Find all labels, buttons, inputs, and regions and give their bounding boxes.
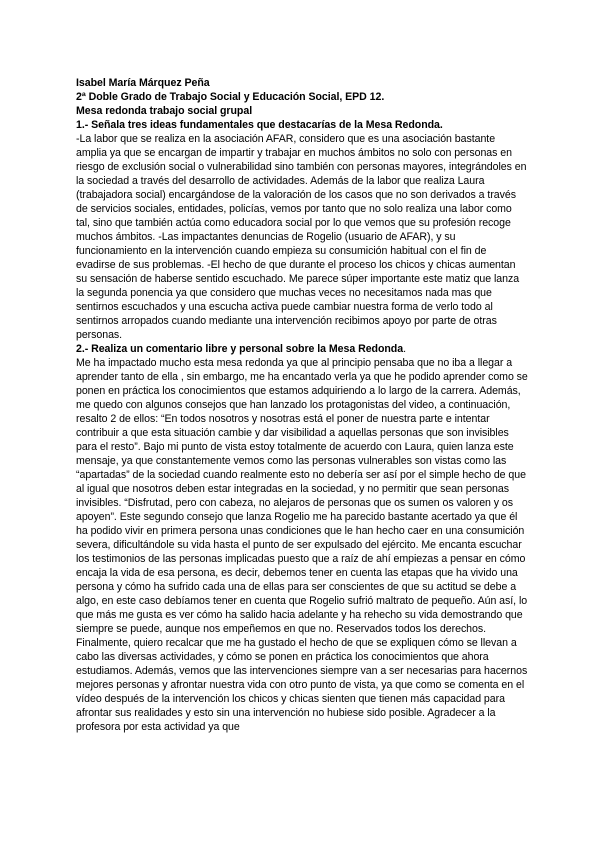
section2-heading: 2.- Realiza un comentario libre y personal sobre la Mesa Redonda bbox=[76, 343, 404, 355]
section2-body: Me ha impactado mucho esta mesa redonda ya que al principio pensaba que no iba a llegar a aprender tanto de ella , sin embargo, me ha encantado verla ya que he podido aprender como se ponen en práctica los conocimientos que estamos adquiriendo a lo largo de la carrera. Además, me quedo con algunos consejos que han lanzado los protagonistas del video, a continuación, resalto 2 de ellos: “En todos nosotros y nosotras está el poner de nuestra parte e intentar contribuir a que esta situación cambie y dar visibilidad a aquellas personas que son invisibles para el resto”. Bajo mi punto de vista estoy totalmente de acuerdo con Laura, quien lanza este mensaje, ya que constantemente vemos como las personas vulnerables son vistas como las “apartadas” de la sociedad cuando realmente esto no debería ser así por el simple hecho de que al igual que nosotros deben estar integradas en la sociedad, y no permitir que sean personas invisibles. “Disfrutad, pero con cabeza, no alejaros de personas que os sumen os valoren y os apoyen”. Este segundo consejo que lanza Rogelio me ha parecido bastante acertado ya que él ha podido vivir en primera persona unas condiciones que le han hecho caer en una consumición severa, dificultándole su vida hasta el punto de ser expulsado del ejército. Me encanta escuchar los testimonios de las personas implicadas puesto que a raíz de ahí empiezas a pensar en cómo encaja la vida de esa persona, es decir, debemos tener en cuenta las etapas que ha vivido una persona y cómo ha sufrido cada una de ellas para ser conscientes de que su actitud se debe a algo, en este caso debíamos tener en cuenta que Rogelio sufrió maltrato de pequeño. Aún así, lo que más me gusta es ver cómo ha salido hacia adelante y ha rehecho su vida demostrando que siempre se puede, aunque nos empeñemos en que no. Reservados todos los derechos. Finalmente, quiero recalcar que me ha gustado el hecho de que se expliquen cómo se llevan a cabo las diversas actividades, y cómo se ponen en práctica los conocimientos que ahora estudiamos. Además, vemos que las intervenciones siempre van a ser necesarias para hacernos mejores personas y afrontar nuestra vida con otro punto de vista, ya que como se comenta en el vídeo después de la intervención los chicos y chicas sienten que tienen más capacidad para afrontar sus realidades y esto sin una intervención no hubiese sido posible. Agradecer a la profesora por esta actividad ya que bbox=[76, 357, 528, 733]
author-name: Isabel María Márquez Peña bbox=[76, 77, 210, 89]
section1-body: -La labor que se realiza en la asociación AFAR, considero que es una asociación bastante amplia ya que se encargan de impartir y trabajar en muchos ámbitos no solo con personas en riesgo de exclusión social o vulnerabilidad sino también con personas mayores, integrándoles en la sociedad a través del desarrollo de actividades. Además de la labor que realiza Laura (trabajadora social) encargándose de la valoración de los casos que no son derivados a través de servicios sociales, entidades, policías, vemos por tanto que no solo realiza una labor como tal, sino que también actúa como educadora social por lo que vemos que su profesión recoge muchos ámbitos. -Las impactantes denuncias de Rogelio (usuario de AFAR), y su funcionamiento en la intervención cuando empieza su consumición habitual con el fin de evadirse de sus problemas. -El hecho de que durante el proceso los chicos y chicas aumentan su sensación de haberse sentido escuchado. Me parece súper importante este matiz que lanza la segunda ponencia ya que considero que muchas veces no necesitamos nada mas que sentirnos escuchados y una escucha activa puede cambiar nuestra forma de verlo todo al sentirnos arropados cuando mediante una intervención recibimos apoyo por parte de otras personas. bbox=[76, 133, 527, 341]
course-line: 2ª Doble Grado de Trabajo Social y Educación Social, EPD 12. bbox=[76, 91, 385, 103]
section2-heading-line bbox=[76, 342, 528, 356]
document-page bbox=[76, 76, 528, 734]
section2-heading-suffix: . bbox=[403, 343, 406, 355]
document-title: Mesa redonda trabajo social grupal bbox=[76, 105, 253, 117]
section1-heading: 1.- Señala tres ideas fundamentales que destacarías de la Mesa Redonda. bbox=[76, 119, 443, 131]
